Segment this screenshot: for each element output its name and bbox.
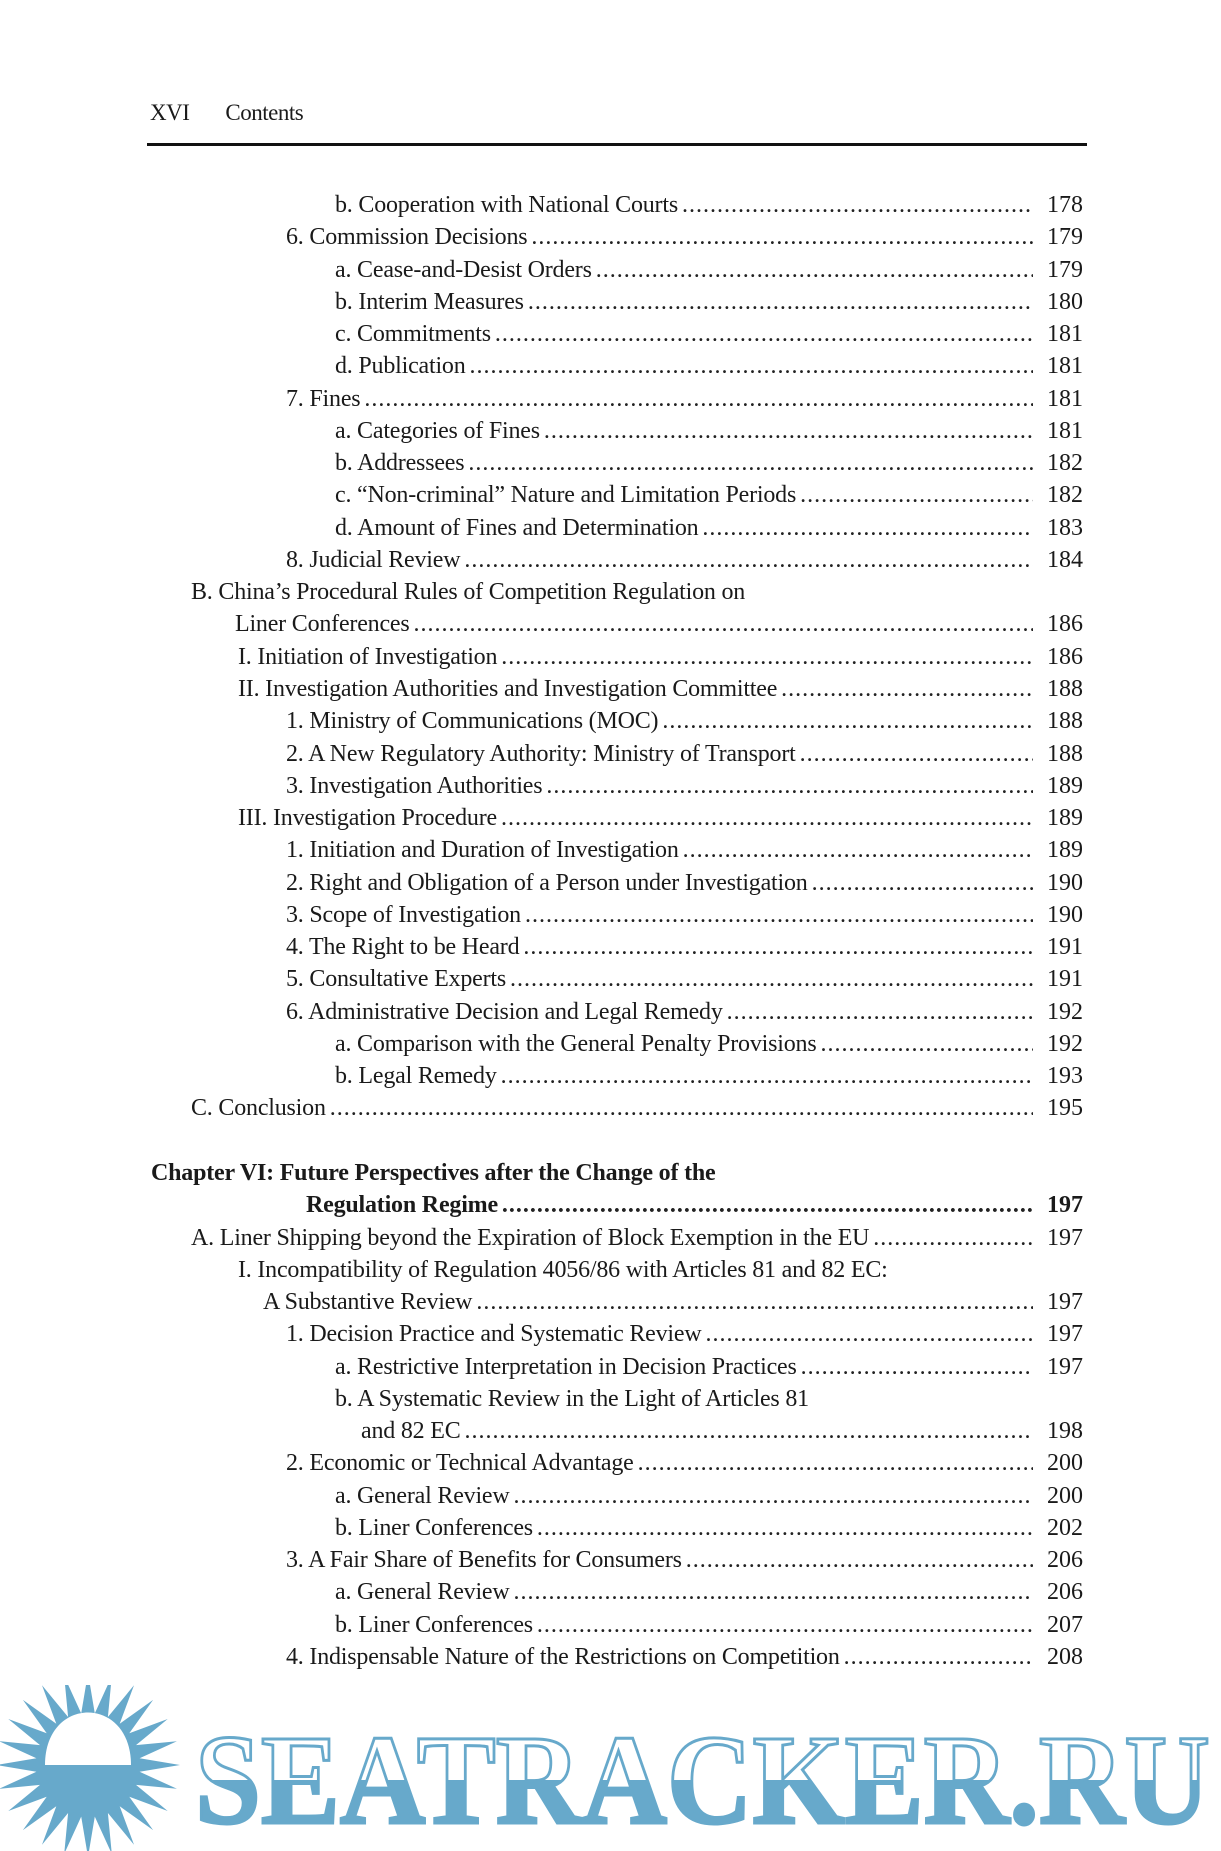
toc-entry-page: 190 bbox=[1047, 869, 1083, 896]
toc-entry[interactable] bbox=[0, 447, 1221, 479]
toc-entry-title: b. Legal Remedy bbox=[335, 1063, 497, 1090]
toc-entry-page: 207 bbox=[1047, 1611, 1083, 1638]
toc-entry-title: 1. Ministry of Communications (MOC) bbox=[286, 708, 659, 735]
toc-entry[interactable] bbox=[0, 867, 1221, 899]
toc-entry-title: b. A Systematic Review in the Light of Articles 81 bbox=[335, 1385, 809, 1412]
chapter-gap bbox=[0, 1125, 1221, 1157]
toc-entry-page: 206 bbox=[1047, 1547, 1083, 1574]
toc-entry-title: 7. Fines bbox=[286, 385, 361, 412]
dot-leader bbox=[468, 447, 1033, 479]
toc-entry-title: 6. Commission Decisions bbox=[286, 224, 528, 251]
toc-entry-title: III. Investigation Procedure bbox=[238, 805, 497, 832]
dot-leader bbox=[514, 1576, 1033, 1608]
toc-entry-page: 189 bbox=[1047, 837, 1083, 864]
dot-leader bbox=[844, 1641, 1033, 1673]
toc-entry-title: c. “Non-criminal” Nature and Limitation Periods bbox=[335, 482, 797, 509]
running-title: Contents bbox=[225, 100, 304, 125]
toc-entry[interactable] bbox=[0, 286, 1221, 318]
toc-entry-title: 1. Decision Practice and Systematic Review bbox=[286, 1321, 702, 1348]
table-of-contents bbox=[0, 189, 1221, 1673]
toc-entry-title: a. Categories of Fines bbox=[335, 417, 540, 444]
dot-leader bbox=[801, 1351, 1033, 1383]
toc-entry-page: 181 bbox=[1047, 353, 1083, 380]
toc-entry-page: 186 bbox=[1047, 611, 1083, 638]
toc-entry[interactable] bbox=[0, 802, 1221, 834]
toc-entry-page: 188 bbox=[1047, 740, 1083, 767]
toc-entry-title: b. Cooperation with National Courts bbox=[335, 192, 678, 218]
toc-entry-page: 206 bbox=[1047, 1579, 1083, 1606]
dot-leader bbox=[364, 383, 1033, 415]
toc-entry-title: 1. Initiation and Duration of Investigation bbox=[286, 837, 679, 864]
dot-leader bbox=[510, 963, 1033, 995]
toc-entry-title: Regulation Regime bbox=[306, 1192, 498, 1219]
dot-leader bbox=[727, 996, 1033, 1028]
toc-entry-page: 188 bbox=[1047, 675, 1083, 702]
toc-entry-page: 178 bbox=[1047, 192, 1083, 218]
toc-entry[interactable] bbox=[0, 1157, 1221, 1189]
toc-entry[interactable] bbox=[0, 1286, 1221, 1318]
toc-entry-title: b. Interim Measures bbox=[335, 288, 524, 315]
toc-entry[interactable] bbox=[0, 1641, 1221, 1673]
dot-leader bbox=[495, 318, 1033, 350]
toc-entry[interactable] bbox=[0, 544, 1221, 576]
toc-entry-title: 8. Judicial Review bbox=[286, 546, 461, 573]
toc-entry-page: 200 bbox=[1047, 1482, 1083, 1509]
toc-entry-page: 181 bbox=[1047, 321, 1083, 348]
toc-entry-page: 179 bbox=[1047, 224, 1083, 251]
sun-rays bbox=[0, 1685, 180, 1851]
toc-entry-page: 180 bbox=[1047, 288, 1083, 315]
sun-icon bbox=[0, 1685, 180, 1851]
toc-entry-page: 191 bbox=[1047, 934, 1083, 961]
toc-entry[interactable] bbox=[0, 963, 1221, 995]
toc-entry[interactable] bbox=[0, 1060, 1221, 1092]
dot-leader bbox=[546, 770, 1033, 802]
toc-entry-title: b. Liner Conferences bbox=[335, 1514, 533, 1541]
toc-entry[interactable] bbox=[0, 705, 1221, 737]
toc-entry-title: 2. Right and Obligation of a Person under Investigation bbox=[286, 869, 808, 896]
toc-entry-title: b. Addressees bbox=[335, 450, 465, 477]
toc-entry-page: 186 bbox=[1047, 643, 1083, 670]
toc-entry-page: 191 bbox=[1047, 966, 1083, 993]
toc-entry[interactable] bbox=[0, 1318, 1221, 1350]
toc-entry-title: 4. Indispensable Nature of the Restrictions on Competition bbox=[286, 1643, 840, 1670]
toc-entry-title: B. China’s Procedural Rules of Competition Regulation on bbox=[191, 579, 746, 606]
toc-entry-title: 4. The Right to be Heard bbox=[286, 934, 520, 961]
toc-entry-title: I. Incompatibility of Regulation 4056/86 with Articles 81 and 82 EC: bbox=[238, 1256, 888, 1283]
toc-entry-title: 3. Scope of Investigation bbox=[286, 901, 521, 928]
dot-leader bbox=[544, 415, 1033, 447]
toc-entry[interactable] bbox=[0, 350, 1221, 382]
toc-entry[interactable] bbox=[0, 189, 1221, 221]
toc-entry-title: d. Publication bbox=[335, 353, 466, 380]
toc-entry-page: 192 bbox=[1047, 1030, 1083, 1057]
dot-leader bbox=[514, 1480, 1033, 1512]
dot-leader bbox=[537, 1512, 1033, 1544]
toc-entry-page: 202 bbox=[1047, 1514, 1083, 1541]
dot-leader bbox=[662, 705, 1033, 737]
toc-entry[interactable] bbox=[0, 996, 1221, 1028]
dot-leader bbox=[682, 189, 1033, 221]
toc-entry-title: I. Initiation of Investigation bbox=[238, 643, 498, 670]
toc-entry-page: 181 bbox=[1047, 417, 1083, 444]
dot-leader bbox=[528, 286, 1033, 318]
toc-entry-title: Chapter VI: Future Perspectives after the Change of the bbox=[151, 1159, 716, 1186]
dot-leader bbox=[465, 1415, 1033, 1447]
toc-entry[interactable] bbox=[0, 738, 1221, 770]
header-rule bbox=[147, 143, 1087, 146]
seatracker-watermark-logo bbox=[0, 1685, 1221, 1851]
dot-leader bbox=[464, 544, 1033, 576]
toc-entry[interactable] bbox=[0, 1092, 1221, 1124]
dot-leader bbox=[501, 802, 1033, 834]
page-number: XVI bbox=[150, 100, 190, 125]
toc-entry-title: A Substantive Review bbox=[263, 1289, 473, 1316]
dot-leader bbox=[800, 479, 1033, 511]
toc-entry[interactable] bbox=[0, 1383, 1221, 1415]
toc-entry-page: 208 bbox=[1047, 1643, 1083, 1670]
toc-entry-page: 179 bbox=[1047, 256, 1083, 283]
running-header bbox=[150, 100, 303, 126]
toc-entry[interactable] bbox=[0, 1254, 1221, 1286]
toc-entry-title: C. Conclusion bbox=[191, 1095, 326, 1122]
toc-entry-page: 197 bbox=[1047, 1224, 1083, 1251]
toc-entry-page: 197 bbox=[1047, 1321, 1083, 1348]
toc-entry[interactable] bbox=[0, 254, 1221, 286]
toc-entry-page: 183 bbox=[1047, 514, 1083, 541]
toc-entry-page: 200 bbox=[1047, 1450, 1083, 1477]
toc-entry[interactable] bbox=[0, 318, 1221, 350]
toc-entry-title: d. Amount of Fines and Determination bbox=[335, 514, 699, 541]
dot-leader bbox=[873, 1222, 1033, 1254]
toc-entry-page: 182 bbox=[1047, 450, 1083, 477]
dot-leader bbox=[705, 1318, 1033, 1350]
dot-leader bbox=[702, 512, 1033, 544]
toc-entry-title: 3. Investigation Authorities bbox=[286, 772, 543, 799]
dot-leader bbox=[800, 738, 1033, 770]
dot-leader bbox=[812, 867, 1033, 899]
toc-entry-page: 189 bbox=[1047, 805, 1083, 832]
toc-entry-page: 197 bbox=[1047, 1192, 1083, 1219]
toc-entry[interactable] bbox=[0, 770, 1221, 802]
dot-leader bbox=[683, 834, 1033, 866]
toc-entry-title: Liner Conferences bbox=[235, 611, 410, 638]
toc-entry-title: a. Restrictive Interpretation in Decision Practices bbox=[335, 1353, 797, 1380]
dot-leader bbox=[470, 350, 1033, 382]
toc-entry-title: II. Investigation Authorities and Investigation Committee bbox=[238, 675, 778, 702]
toc-entry[interactable] bbox=[0, 834, 1221, 866]
toc-entry[interactable] bbox=[0, 641, 1221, 673]
toc-entry[interactable] bbox=[0, 415, 1221, 447]
toc-entry[interactable] bbox=[0, 899, 1221, 931]
toc-entry[interactable] bbox=[0, 1222, 1221, 1254]
toc-entry[interactable] bbox=[0, 1351, 1221, 1383]
watermark-text: SEATRACKER.RU bbox=[195, 1709, 1210, 1851]
toc-entry[interactable] bbox=[0, 1544, 1221, 1576]
toc-entry-page: 188 bbox=[1047, 708, 1083, 735]
dot-leader bbox=[501, 1060, 1033, 1092]
toc-entry[interactable] bbox=[0, 1189, 1221, 1221]
toc-entry-title: c. Commitments bbox=[335, 321, 491, 348]
toc-entry[interactable] bbox=[0, 1447, 1221, 1479]
toc-entry-title: 5. Consultative Experts bbox=[286, 966, 507, 993]
dot-leader bbox=[476, 1286, 1033, 1318]
toc-entry[interactable] bbox=[0, 221, 1221, 253]
toc-entry-title: 2. Economic or Technical Advantage bbox=[286, 1450, 634, 1477]
dot-leader bbox=[596, 254, 1033, 286]
toc-entry-page: 189 bbox=[1047, 772, 1083, 799]
dot-leader bbox=[502, 1189, 1033, 1221]
dot-leader bbox=[330, 1092, 1033, 1124]
dot-leader bbox=[501, 641, 1033, 673]
toc-entry-page: 184 bbox=[1047, 546, 1083, 573]
toc-entry[interactable] bbox=[0, 1512, 1221, 1544]
toc-entry[interactable] bbox=[0, 1028, 1221, 1060]
dot-leader bbox=[781, 673, 1033, 705]
toc-entry-title: a. General Review bbox=[335, 1579, 510, 1606]
dot-leader bbox=[531, 221, 1033, 253]
toc-entry[interactable] bbox=[0, 931, 1221, 963]
dot-leader bbox=[414, 608, 1033, 640]
toc-entry-page: 182 bbox=[1047, 482, 1083, 509]
toc-entry-title: A. Liner Shipping beyond the Expiration of Block Exemption in the EU bbox=[191, 1224, 870, 1251]
toc-entry[interactable] bbox=[0, 512, 1221, 544]
dot-leader bbox=[525, 899, 1033, 931]
dot-leader bbox=[686, 1544, 1033, 1576]
toc-entry[interactable] bbox=[0, 1576, 1221, 1608]
toc-entry[interactable] bbox=[0, 576, 1221, 608]
toc-entry-title: 3. A Fair Share of Benefits for Consumers bbox=[286, 1547, 682, 1574]
toc-entry-title: a. General Review bbox=[335, 1482, 510, 1509]
toc-entry[interactable] bbox=[0, 608, 1221, 640]
toc-entry-page: 190 bbox=[1047, 901, 1083, 928]
toc-entry-page: 192 bbox=[1047, 998, 1083, 1025]
dot-leader bbox=[537, 1609, 1033, 1641]
toc-entry[interactable] bbox=[0, 673, 1221, 705]
toc-entry-title: and 82 EC bbox=[361, 1418, 461, 1445]
toc-entry-page: 197 bbox=[1047, 1353, 1083, 1380]
toc-entry-page: 193 bbox=[1047, 1063, 1083, 1090]
toc-entry-page: 181 bbox=[1047, 385, 1083, 412]
toc-entry[interactable] bbox=[0, 1480, 1221, 1512]
toc-entry-title: 6. Administrative Decision and Legal Remedy bbox=[286, 998, 723, 1025]
toc-entry-page: 198 bbox=[1047, 1418, 1083, 1445]
toc-entry[interactable] bbox=[0, 1415, 1221, 1447]
toc-entry-title: 2. A New Regulatory Authority: Ministry of Transport bbox=[286, 740, 796, 767]
toc-entry-title: a. Comparison with the General Penalty Provisions bbox=[335, 1030, 817, 1057]
dot-leader bbox=[638, 1447, 1033, 1479]
toc-entry[interactable] bbox=[0, 383, 1221, 415]
toc-entry-page: 197 bbox=[1047, 1289, 1083, 1316]
toc-entry-title: b. Liner Conferences bbox=[335, 1611, 533, 1638]
dot-leader bbox=[523, 931, 1033, 963]
toc-entry-title: a. Cease-and-Desist Orders bbox=[335, 256, 592, 283]
toc-entry-page: 195 bbox=[1047, 1095, 1083, 1122]
dot-leader bbox=[820, 1028, 1033, 1060]
toc-entry[interactable] bbox=[0, 479, 1221, 511]
toc-entry[interactable] bbox=[0, 1609, 1221, 1641]
